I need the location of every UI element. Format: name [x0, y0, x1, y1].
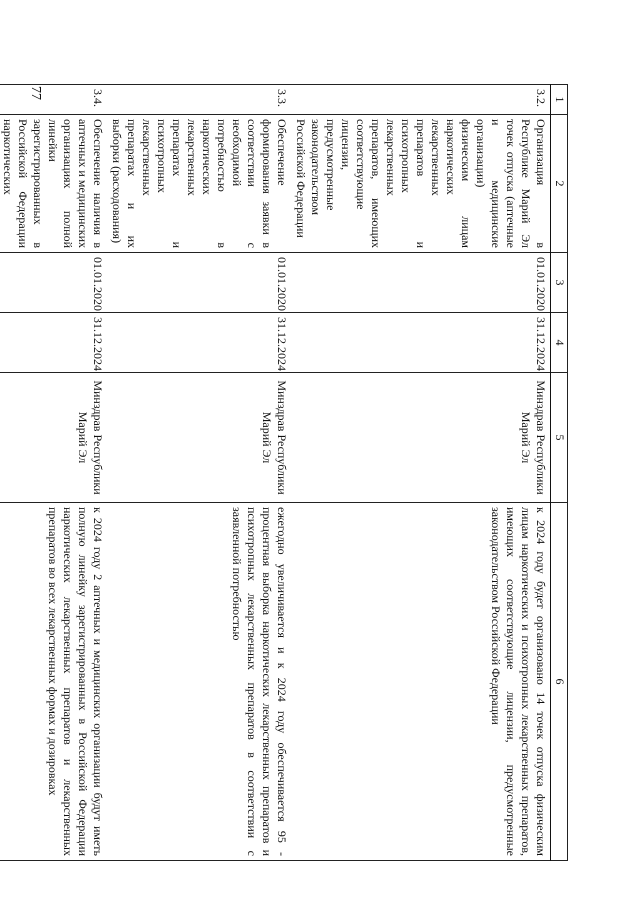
- item-number: 3.4.: [0, 85, 107, 115]
- table-row: [0, 85, 107, 861]
- start-date: 01.01.2020: [291, 253, 551, 313]
- column-header: 4: [551, 313, 568, 373]
- item-number: 3.3.: [107, 85, 291, 115]
- item-number: 3.2.: [291, 85, 551, 115]
- column-header: 3: [551, 253, 568, 313]
- column-header: 5: [551, 373, 568, 503]
- page-number: 77: [28, 86, 43, 100]
- expected-result: ежегодно увеличивается и к 2024 году обеспечивается 95 - процентная выборка наркотических лекарственных препаратов и психотропных лекарственных препаратов в соответствии с заявленной потребностью: [107, 503, 291, 861]
- end-date: 31.12.2024: [107, 313, 291, 373]
- start-date: 01.01.2020: [0, 253, 107, 313]
- column-header: 1: [551, 85, 568, 115]
- expected-result: к 2024 году будет организовано 14 точек отпуска физическим лицам наркотических и психотропных лекарственных препаратов, имеющих соответствующие лицензии, предусмотренные законодательством Российской Федерации: [291, 503, 551, 861]
- end-date: 31.12.2024: [0, 313, 107, 373]
- end-date: 31.12.2024: [291, 313, 551, 373]
- start-date: 01.01.2020: [107, 253, 291, 313]
- responsible-party: Минздрав Республики Марий Эл: [107, 373, 291, 503]
- responsible-party: Минздрав Республики Марий Эл: [291, 373, 551, 503]
- header-row: [551, 85, 568, 861]
- item-description: Обеспечение наличия в аптечных и медицинских организациях полной линейки зарегистрированных в Российской Федерации наркотических: [0, 115, 107, 253]
- item-description: Обеспечение формирования заявки в соответствии с необходимой потребностью в наркотических лекарственных препаратах и психотропных лекарственных препаратах и их выборки (расходования): [107, 115, 291, 253]
- expected-result: к 2024 году 2 аптечных и медицинских организации будут иметь полную линейку зарегистрированных в Российской Федерации наркотических лекарственных препаратов и лекарственных препаратов во всех лекарственных формах и дозировках: [0, 503, 107, 861]
- column-header: 6: [551, 503, 568, 861]
- item-description: Организация в Республике Марий Эл точек отпуска (аптечные и медицинские организации) физическим лицам наркотических лекарственных препаратов и психотропных лекарственных препаратов, имеющих соответствующие лицензии, предусмотренные законодательством Российской Федерации: [291, 115, 551, 253]
- responsible-party: Минздрав Республики Марий Эл: [0, 373, 107, 503]
- plan-table: [0, 84, 568, 861]
- table-row: [107, 85, 291, 861]
- table-row: [291, 85, 551, 861]
- column-header: 2: [551, 115, 568, 253]
